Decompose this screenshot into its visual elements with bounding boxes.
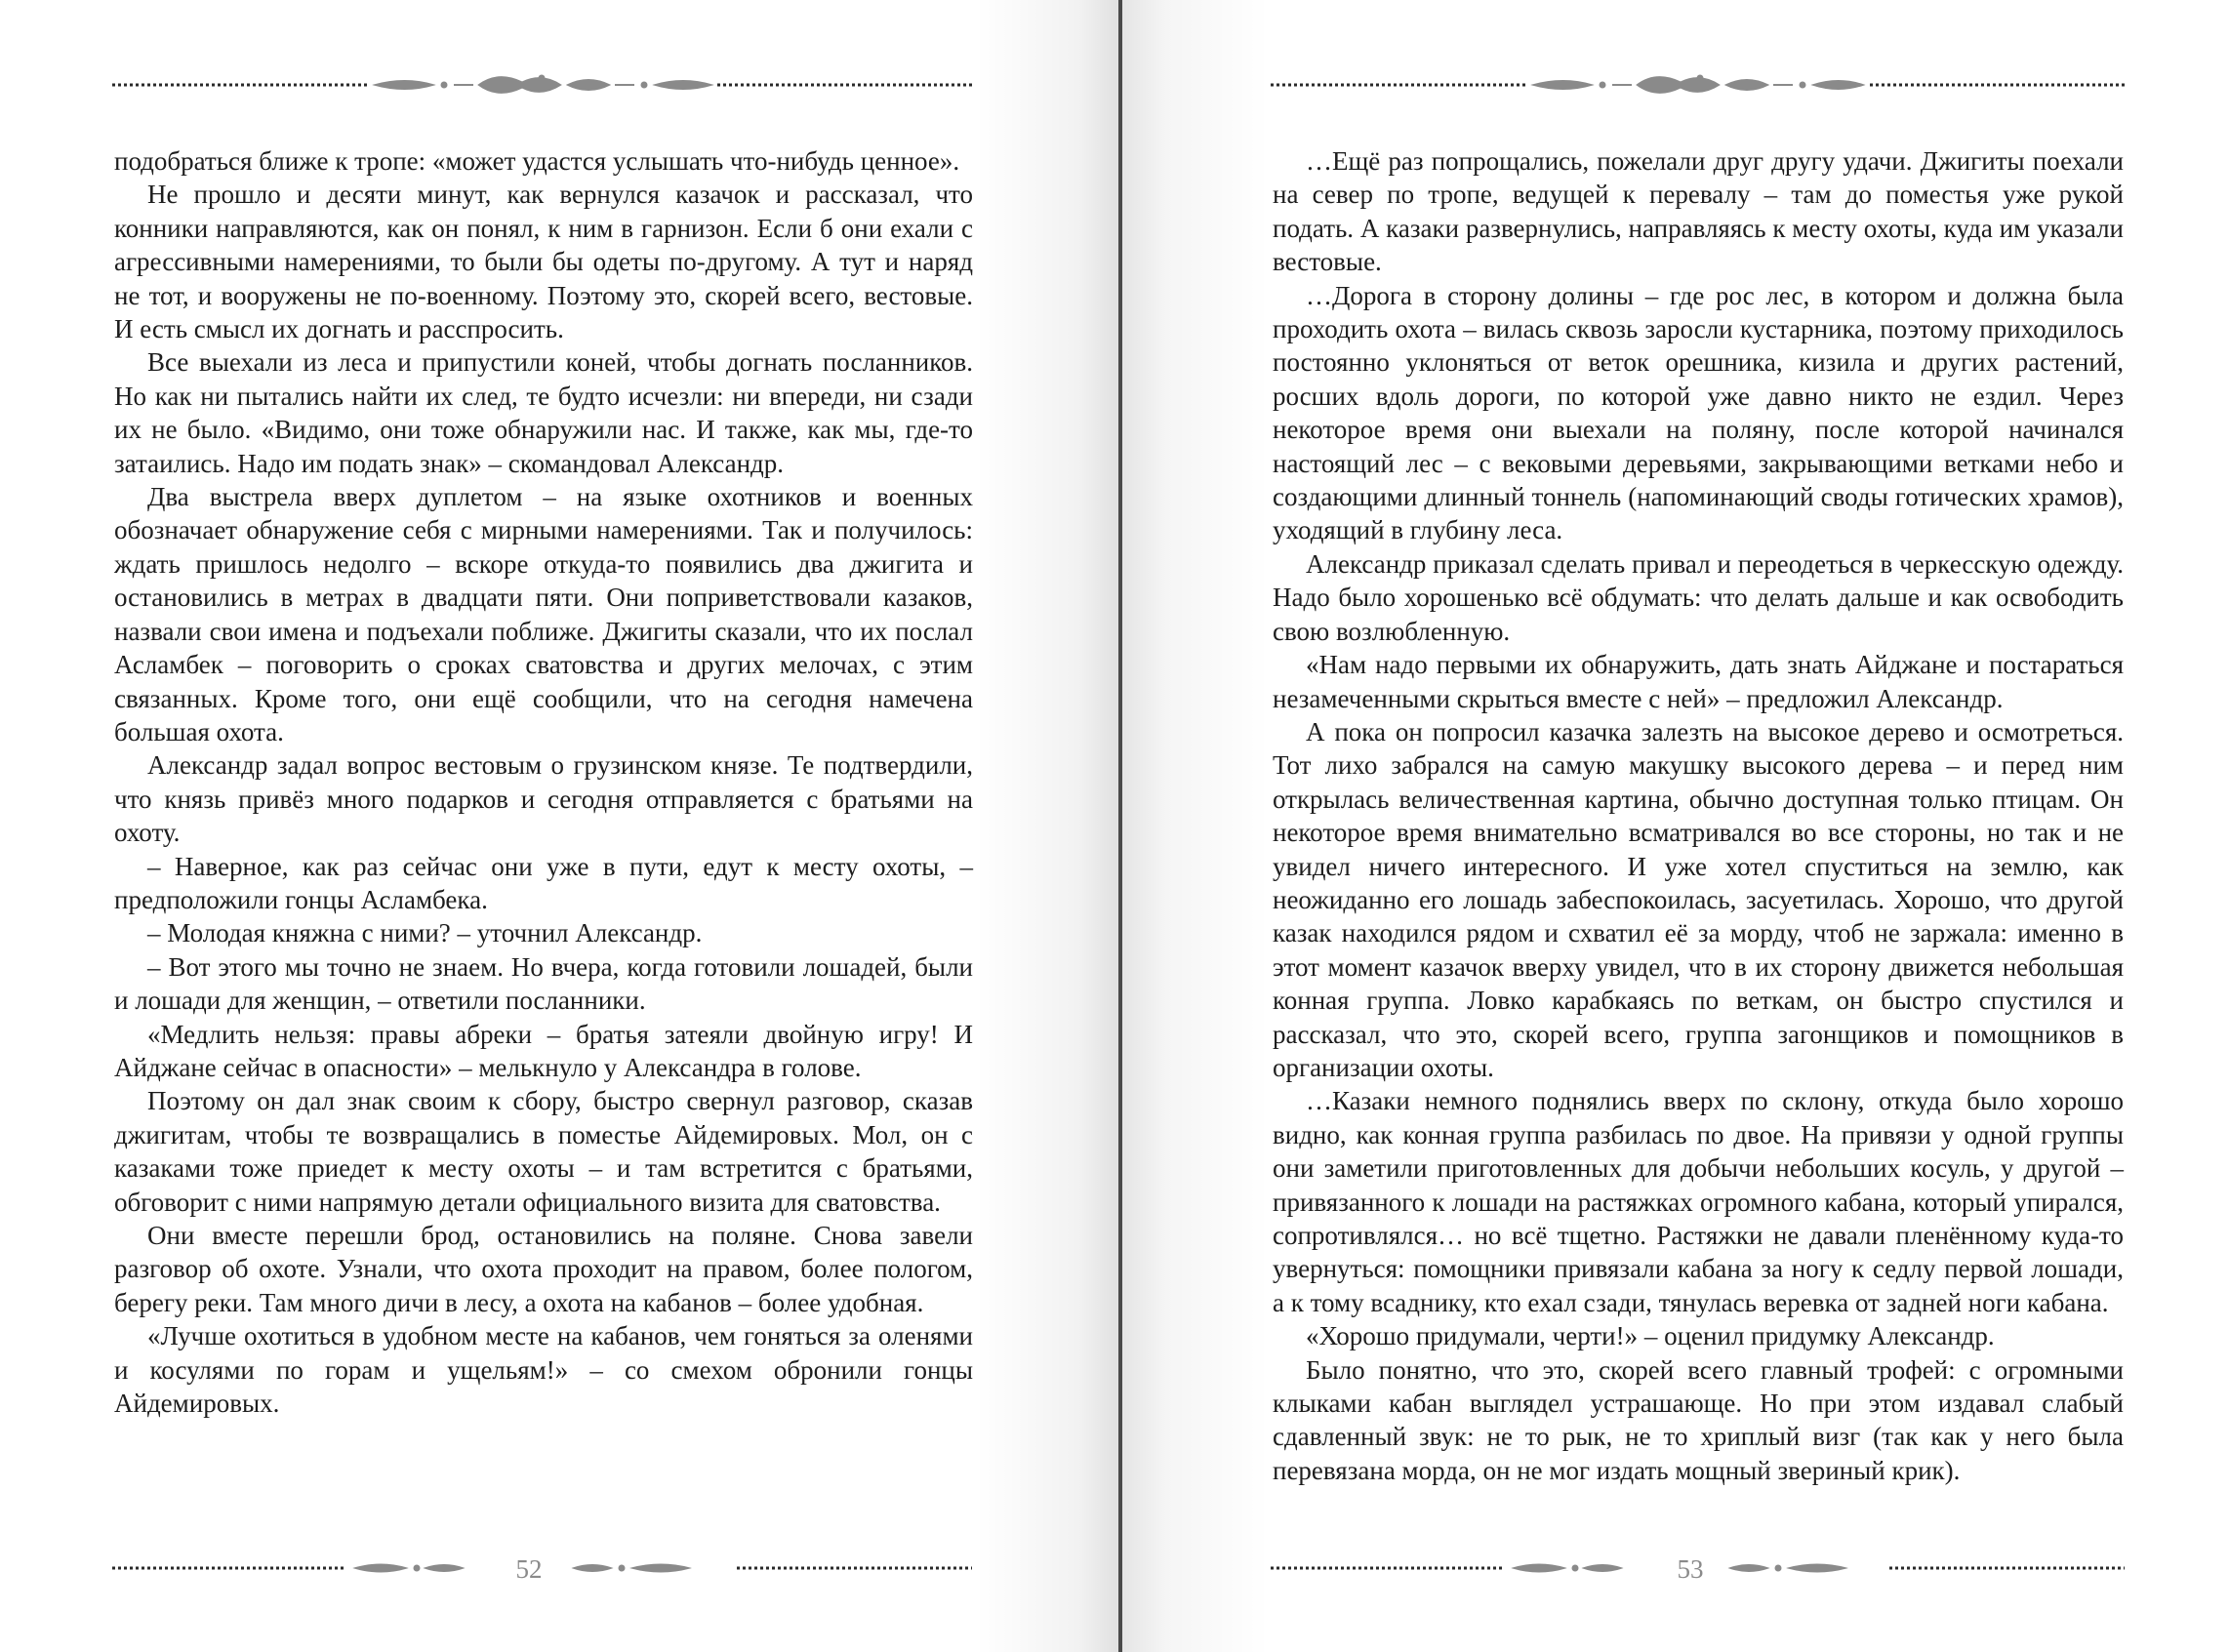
paragraph: Поэтому он дал знак своим к сбору, быстро свернул разговор, сказав джигитам, чтобы те возвращались в поместье Айдемировых. Мол, он с казаками тоже приедет к месту охоты – и там встретится с братьями, обговорит с ними напрямую детали официального визита для сватовства. [114,1086,973,1217]
paragraph: А пока он попросил казачка залезть на высокое дерево и осмотреться. Тот лихо забрался на самую макушку высокого дерева – и перед ним открылась величественная картина, обычно доступная только птицам. Он некоторое время внимательно всматривался во все стороны, но так и не увидел ничего интересного. И уже хотел спуститься на землю, как неожиданно его лошадь забеспокоилась, засуетилась. Хорошо, что другой казак находился рядом и схватил её за морду, чтоб не заржала: именно в этот момент казачок вверху увидел, что в их сторону движется небольшая конная группа. Ловко карабкаясь по веткам, он быстро спустился и рассказал, что это, скорей всего, группа загонщиков и помощников в организации охоты. [1273,716,2124,1082]
paragraph: – Молодая княжна с ними? – уточнил Александр. [147,918,703,948]
paragraph: «Медлить нельзя: правы абреки – братья затеяли двойную игру! И Айджане сейчас в опасности» – мелькнуло у Александра в голове. [114,1019,973,1082]
gutter-shadow-right [1122,0,1269,1652]
paragraph: «Лучше охотиться в удобном месте на кабанов, чем гоняться за оленями и косулями по горам и ущельям!» – со смехом обронили гонцы Айдемировых. [114,1321,973,1419]
flourish-divider-icon [112,70,972,100]
paragraph: Они вместе перешли брод, остановились на поляне. Снова завели разговор об охоте. Узнали, что охота проходит на правом, более пологом, берегу реки. Там много дичи в лесу, а охота на кабанов – более удобная. [114,1221,973,1317]
paragraph: Все выехали из леса и припустили коней, чтобы догнать посланников. Но как ни пытались найти их след, те будто исчезли: ни впереди, ни сзади их не было. «Видимо, они тоже обнаружили нас. И также, как мы, где-то затаились. Надо им подать знак» – скомандовал Александр. [114,347,973,478]
paragraph: …Дорога в сторону долины – где рос лес, в котором и должна была проходить охота – вилась сквозь заросли кустарника, поэтому приходилось постоянно уклоняться от веток орешника, кизила и других растений, росших вдоль дороги, по которой уже давно никто не ездил. Через некоторое время они выехали на поляну, после которой начинался настоящий лес – с вековыми деревьями, закрывающими ветками небо и создающими длинный тоннель (напоминающий своды готических храмов), уходящий в глубину леса. [1273,280,2124,545]
page-number-right: 53 [1677,1554,1704,1584]
paragraph: …Казаки немного поднялись вверх по склону, откуда было хорошо видно, как конная группа разбилась по двое. На привязи у одной группы они заметили приготовленных для добычи небольших косуль, у другой – привязанного к лошади на растяжках огромного кабана, который упирался, сопротивлялся… но всё тщетно. Растяжки не давали пленённому куда-то увернуться: помощники привязали кабана за ногу к седлу первой лошади, а к тому всаднику, кто ехал сзади, тянулась веревка от задней ноги кабана. [1273,1086,2124,1317]
paragraph: Александр приказал сделать привал и переодеться в черкесскую одежду. Надо было хорошенько всё обдумать: что делать дальше и как освободить свою возлюбленную. [1273,548,2124,646]
page-number-left: 52 [515,1554,543,1584]
paragraph: «Хорошо придумали, черти!» – оценил придумку Александр. [1306,1321,1995,1351]
paragraph: «Нам надо первыми их обнаружить, дать знать Айджане и постараться незамеченными скрыться вместе с ней» – предложил Александр. [1273,650,2124,713]
left-page-text [114,144,973,1420]
paragraph: Два выстрела вверх дуплетом – на языке охотников и военных обозначает обнаружение себя с мирными намерениями. Так и получилось: ждать пришлось недолго – вскоре откуда-то появились два джигита и остановились в метрах в двадцати пяти. Они поприветствовали казаков, назвали свои имена и подъехали поближе. Джигиты сказали, что их послал Асламбек – поговорить о сроках сватовства и других мелочах, с этим связанных. Кроме того, они ещё сообщили, что на сегодня намечена большая охота. [114,482,973,746]
flourish-divider-icon [1271,70,2125,100]
gutter-shadow-left [976,0,1122,1652]
paragraph: Было понятно, что это, скорей всего главный трофей: с огромными клыками кабан выглядел устрашающе. Но при этом издавал слабый сдавленный звук: не то рык, не то хриплый визг (так как у него была перевязана морда, он не мог издать мощный звериный крик). [1273,1354,2124,1485]
gutter-line [1118,0,1122,1652]
header-ornament-right [1271,70,2125,100]
paragraph: …Ещё раз попрощались, пожелали друг другу удачи. Джигиты поехали на север по тропе, ведущей к перевалу – там до поместья уже рукой подать. А казаки развернулись, направляясь к месту охоты, куда им указали вестовые. [1273,146,2124,277]
header-ornament-left [112,70,972,100]
paragraph: – Наверное, как раз сейчас они уже в пути, едут к месту охоты, – предположили гонцы Асламбека. [114,851,973,914]
right-page-text [1273,144,2124,1487]
paragraph: Не прошло и десяти минут, как вернулся казачок и рассказал, что конники направляются, как он понял, к ним в гарнизон. Если б они ехали с агрессивными намерениями, то были бы одеты по-другому. А тут и наряд не тот, и вооружены не по-военному. Поэтому это, скорей всего, вестовые. И есть смысл их догнать и расспросить. [114,180,973,344]
paragraph: Александр задал вопрос вестовым о грузинском князе. Те подтвердили, что князь привёз много подарков и сегодня отправляется с братьями на охоту. [114,750,973,848]
paragraph: – Вот этого мы точно не знаем. Но вчера, когда готовили лошадей, были и лошади для женщин, – ответили посланники. [114,951,973,1016]
paragraph: подобраться ближе к тропе: «может удастся услышать что-нибудь ценное». [114,146,960,176]
